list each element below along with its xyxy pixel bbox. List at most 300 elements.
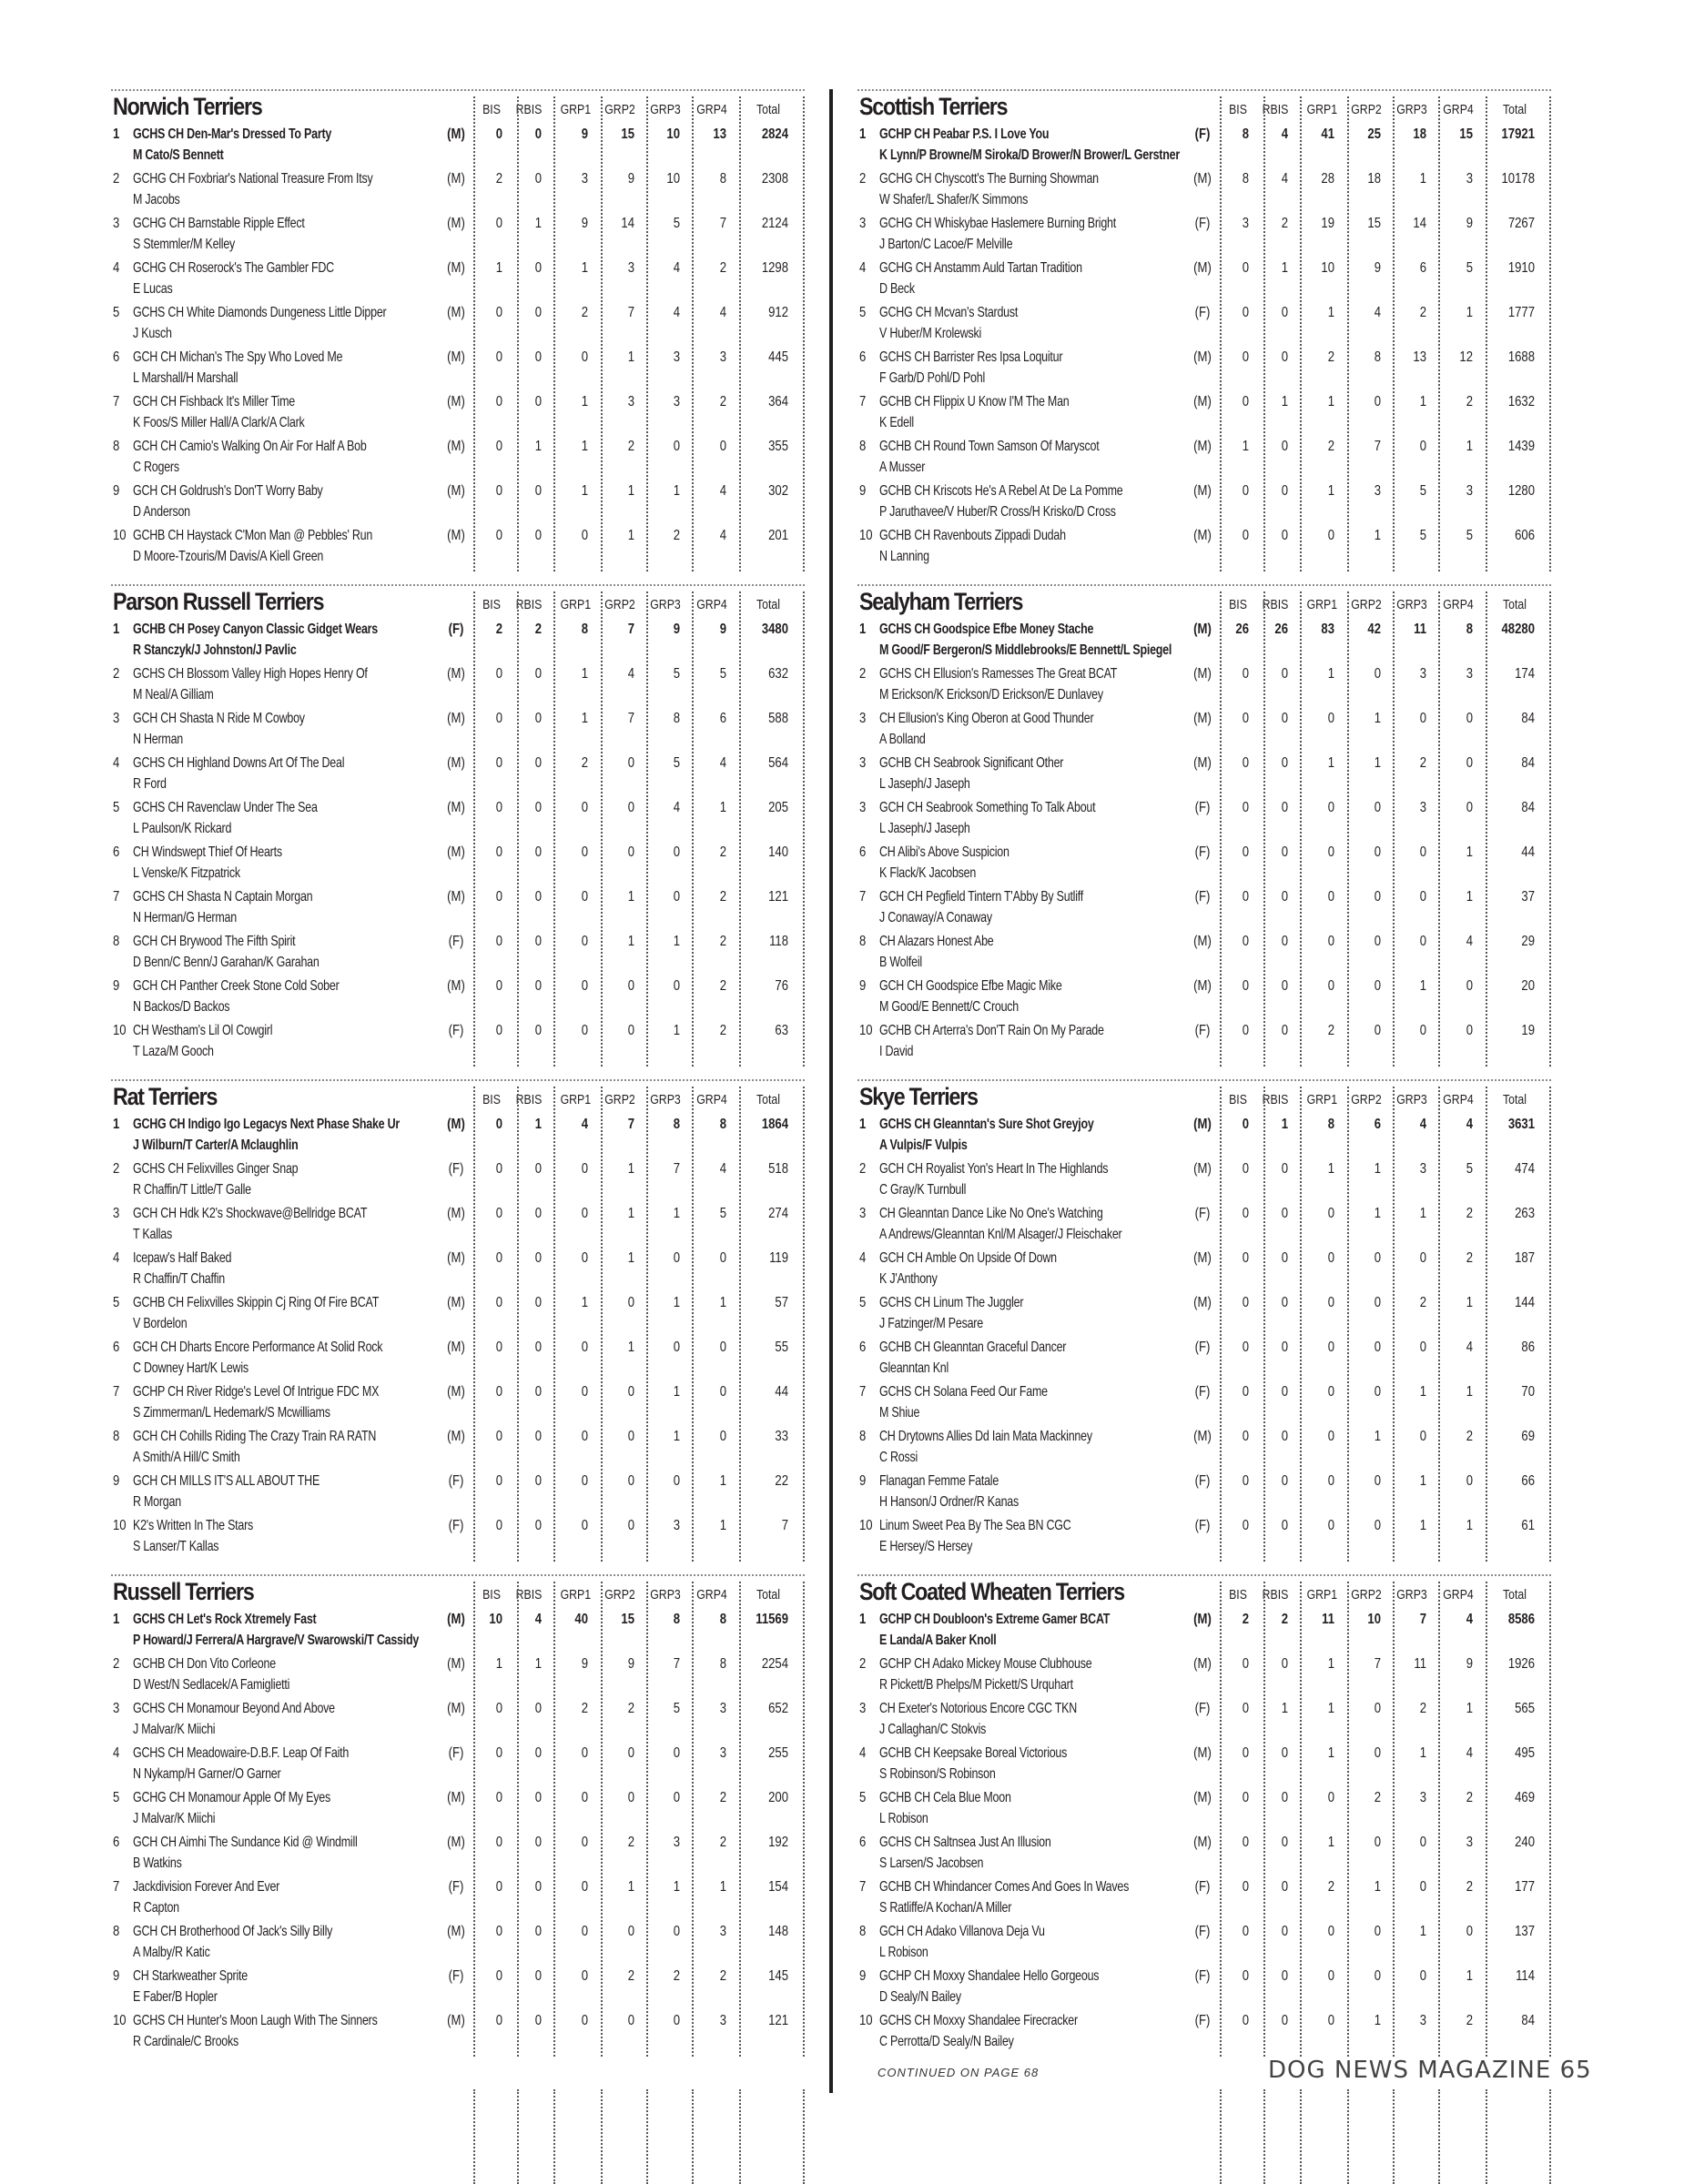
grp2-value: 0: [627, 2013, 634, 2028]
grp1-value: 1: [581, 483, 588, 499]
grp3-value: 0: [673, 978, 680, 994]
total-value: 20: [1521, 978, 1535, 994]
owner-names: L Jaseph/J Jaseph: [879, 776, 970, 792]
grp3-value: 2: [1419, 1295, 1426, 1310]
rbis-value: 0: [534, 2013, 542, 2028]
grp1-value: 9: [581, 126, 588, 142]
rbis-value: 0: [1281, 1295, 1288, 1310]
bis-value: 0: [495, 1295, 502, 1310]
header-total: Total: [756, 102, 780, 117]
rank: 9: [113, 483, 120, 499]
rbis-value: 0: [1281, 1835, 1288, 1850]
rank: 8: [859, 439, 867, 454]
grp1-value: 1: [1327, 1835, 1334, 1850]
dog-name: CH Alazars Honest Abe: [879, 934, 994, 949]
dog-name: GCHP CH Doubloon's Extreme Gamer BCAT: [879, 1612, 1111, 1627]
grp4-value: 3: [1466, 1835, 1473, 1850]
rbis-value: 0: [534, 844, 542, 860]
header-grp3: GRP3: [650, 102, 681, 117]
sex: (M): [447, 216, 465, 231]
header-rbis: RBIS: [1262, 1092, 1289, 1107]
breed-section: [857, 1574, 1551, 2055]
dog-name: GCH CH Camio's Walking On Air For Half A Bob: [133, 439, 367, 454]
grp1-value: 9: [581, 216, 588, 231]
bis-value: 0: [1242, 349, 1249, 365]
grp2-value: 7: [627, 711, 634, 726]
dog-name: GCH CH Dharts Encore Performance At Solid Rock: [133, 1340, 383, 1355]
grp3-value: 0: [1419, 711, 1426, 726]
total-value: 69: [1521, 1429, 1535, 1444]
owner-names: J Malvar/K Miichi: [133, 1722, 216, 1737]
grp1-value: 0: [581, 1745, 588, 1761]
bis-value: 0: [1242, 528, 1249, 543]
grp1-value: 8: [1327, 1117, 1334, 1132]
rank: 8: [859, 934, 867, 949]
grp3-value: 2: [1419, 755, 1426, 771]
dog-name: CH Windswept Thief Of Hearts: [133, 844, 282, 860]
grp4-value: 2: [1466, 1429, 1473, 1444]
header-grp3: GRP3: [1396, 102, 1427, 117]
sex: (M): [1193, 1117, 1212, 1132]
rbis-value: 0: [1281, 1429, 1288, 1444]
bis-value: 0: [495, 934, 502, 949]
ranking-row: [111, 347, 805, 391]
rbis-value: 0: [534, 1701, 542, 1716]
grp4-value: 5: [1466, 1161, 1473, 1177]
dog-name: GCHB CH Flippix U Know I'M The Man: [879, 394, 1070, 410]
bis-value: 0: [495, 1429, 502, 1444]
grp4-value: 1: [1466, 1384, 1473, 1400]
rank: 7: [859, 889, 867, 905]
total-value: 86: [1521, 1340, 1535, 1355]
total-value: 114: [1516, 1968, 1535, 1984]
rank: 7: [859, 394, 867, 410]
ranking-row: [857, 753, 1551, 797]
grp2-value: 0: [627, 1023, 634, 1038]
grp3-value: 8: [673, 1612, 680, 1627]
owner-names: N Herman/G Herman: [133, 910, 237, 925]
ranking-row: [857, 931, 1551, 976]
grp2-value: 0: [627, 844, 634, 860]
sex: (F): [1194, 1701, 1211, 1716]
ranking-row: [857, 1698, 1551, 1743]
bis-value: 2: [495, 622, 502, 637]
grp3-value: 5: [673, 216, 680, 231]
grp4-value: 1: [1466, 844, 1473, 860]
bis-value: 0: [1242, 1968, 1249, 1984]
grp4-value: 2: [719, 1968, 726, 1984]
dog-name: GCHB CH Cela Blue Moon: [879, 1790, 1011, 1805]
header-grp4: GRP4: [696, 1092, 727, 1107]
header-grp4: GRP4: [696, 597, 727, 612]
total-value: 37: [1521, 889, 1535, 905]
rank: 3: [113, 1206, 120, 1221]
grp4-value: 2: [1466, 2013, 1473, 2028]
dog-name: GCHB CH Ravenbouts Zippadi Dudah: [879, 528, 1066, 543]
rbis-value: 0: [534, 800, 542, 815]
rank: 9: [859, 1968, 867, 1984]
bis-value: 0: [495, 305, 502, 320]
grp3-value: 1: [673, 483, 680, 499]
grp1-value: 0: [581, 1340, 588, 1355]
ranking-row: [111, 391, 805, 436]
grp3-value: 0: [1419, 1250, 1426, 1266]
rbis-value: 2: [534, 622, 542, 637]
ranking-row: [857, 708, 1551, 753]
total-value: 263: [1515, 1206, 1535, 1221]
grp3-value: 1: [1419, 1745, 1426, 1761]
breed-section: [111, 1079, 805, 1560]
sex: (M): [447, 171, 465, 187]
grp4-value: 5: [719, 666, 726, 682]
owner-names: L Robison: [879, 1811, 928, 1826]
dog-name: GCHS CH Highland Downs Art Of The Deal: [133, 755, 345, 771]
bis-value: 8: [1242, 126, 1249, 142]
grp4-value: 3: [719, 349, 726, 365]
sex: (M): [447, 978, 465, 994]
owner-names: M Erickson/K Erickson/D Erickson/E Dunlavey: [879, 687, 1103, 703]
rbis-value: 0: [534, 126, 542, 142]
grp2-value: 10: [1367, 1612, 1381, 1627]
bis-value: 0: [495, 1340, 502, 1355]
total-value: 33: [775, 1429, 788, 1444]
header-bis: BIS: [482, 1587, 501, 1603]
grp1-value: 0: [581, 1250, 588, 1266]
grp4-value: 4: [719, 528, 726, 543]
sex: (M): [1193, 1295, 1212, 1310]
header-grp1: GRP1: [1306, 597, 1338, 612]
grp2-value: 4: [1374, 305, 1381, 320]
rank: 3: [859, 711, 867, 726]
sex: (M): [1193, 934, 1212, 949]
grp1-value: 0: [1327, 1518, 1334, 1533]
grp1-value: 2: [1327, 349, 1334, 365]
grp2-value: 0: [1374, 1745, 1381, 1761]
grp4-value: 4: [1466, 1612, 1473, 1627]
owner-names: N Nykamp/H Garner/O Garner: [133, 1766, 281, 1782]
grp3-value: 0: [1419, 1023, 1426, 1038]
background-guide: [1549, 2089, 1551, 2184]
sex: (F): [1194, 216, 1211, 231]
owner-names: J Conaway/A Conaway: [879, 910, 992, 925]
dog-name: GCHG CH Roserock's The Gambler FDC: [133, 260, 334, 276]
rank: 9: [113, 1473, 120, 1489]
owner-names: K Foos/S Miller Hall/A Clark/A Clark: [133, 415, 305, 430]
header-total: Total: [756, 1587, 780, 1603]
grp3-value: 13: [1413, 349, 1426, 365]
sex: (M): [447, 1835, 465, 1850]
owner-names: A Malby/R Katic: [133, 1945, 210, 1960]
grp3-value: 7: [673, 1161, 680, 1177]
rank: 1: [859, 622, 867, 637]
grp2-value: 3: [627, 394, 634, 410]
owner-names: D West/N Sedlacek/A Famiglietti: [133, 1677, 290, 1693]
dog-name: GCHS CH Moxxy Shandalee Firecracker: [879, 2013, 1078, 2028]
rank: 9: [859, 483, 867, 499]
ranking-row: [111, 1114, 805, 1158]
grp2-value: 2: [627, 439, 634, 454]
background-guide: [553, 2089, 555, 2184]
owner-names: J Callaghan/C Stokvis: [879, 1722, 987, 1737]
grp1-value: 0: [1327, 1790, 1334, 1805]
rank: 10: [113, 1023, 127, 1038]
ranking-row: [857, 976, 1551, 1020]
sex: (M): [1193, 1250, 1212, 1266]
grp3-value: 1: [673, 1206, 680, 1221]
sex: (M): [447, 755, 465, 771]
grp3-value: 5: [1419, 483, 1426, 499]
dog-name: GCHS CH Shasta N Captain Morgan: [133, 889, 313, 905]
dog-name: K2's Written In The Stars: [133, 1518, 254, 1533]
grp2-value: 9: [627, 1656, 634, 1672]
rank: 1: [113, 126, 120, 142]
total-value: 565: [1515, 1701, 1535, 1716]
owner-names: S Robinson/S Robinson: [879, 1766, 996, 1782]
total-value: 302: [768, 483, 788, 499]
rbis-value: 0: [534, 666, 542, 682]
grp1-value: 1: [581, 711, 588, 726]
ranking-row: [111, 168, 805, 213]
sex: (F): [448, 1745, 464, 1761]
grp2-value: 1: [627, 1340, 634, 1355]
dog-name: GCH CH Brywood The Fifth Spirit: [133, 934, 296, 949]
dog-name: GCH CH Hdk K2's Shockwave@Bellridge BCAT: [133, 1206, 368, 1221]
header-grp2: GRP2: [1351, 1092, 1382, 1107]
bis-value: 1: [495, 260, 502, 276]
grp1-value: 0: [1327, 1968, 1334, 1984]
total-value: 70: [1521, 1384, 1535, 1400]
grp1-value: 8: [581, 622, 588, 637]
total-value: 2124: [761, 216, 788, 231]
header-grp4: GRP4: [1443, 1587, 1474, 1603]
grp1-value: 2: [581, 755, 588, 771]
bis-value: 2: [1242, 1612, 1249, 1627]
rbis-value: 1: [1281, 1117, 1288, 1132]
total-value: 192: [768, 1835, 788, 1850]
rbis-value: 0: [1281, 349, 1288, 365]
grp3-value: 5: [673, 1701, 680, 1716]
grp3-value: 4: [673, 305, 680, 320]
rbis-value: 1: [1281, 260, 1288, 276]
dog-name: GCHS CH Linum The Juggler: [879, 1295, 1024, 1310]
owner-names: M Good/E Bennett/C Crouch: [879, 999, 1020, 1015]
background-guide: [517, 2089, 519, 2184]
dog-name: GCHS CH Ravenclaw Under The Sea: [133, 800, 318, 815]
dog-name: GCHS CH Blossom Valley High Hopes Henry Of: [133, 666, 368, 682]
dog-name: GCH CH Michan's The Spy Who Loved Me: [133, 349, 343, 365]
owner-names: R Ford: [133, 776, 167, 792]
rank: 1: [859, 1612, 867, 1627]
sex: (M): [447, 1117, 465, 1132]
owner-names: J Malvar/K Miichi: [133, 1811, 216, 1826]
header-grp3: GRP3: [1396, 1092, 1427, 1107]
rbis-value: 0: [1281, 844, 1288, 860]
grp3-value: 1: [673, 1295, 680, 1310]
sex: (F): [1194, 1518, 1211, 1533]
grp3-value: 3: [673, 349, 680, 365]
grp1-value: 2: [1327, 439, 1334, 454]
ranking-row: [111, 1832, 805, 1876]
ranking-row: [111, 797, 805, 842]
grp1-value: 1: [1327, 1656, 1334, 1672]
ranking-row: [111, 213, 805, 258]
total-value: 55: [775, 1340, 788, 1355]
grp4-value: 4: [719, 755, 726, 771]
rank: 10: [859, 1518, 873, 1533]
grp3-value: 5: [673, 666, 680, 682]
column-divider: [829, 89, 833, 2093]
bis-value: 1: [495, 1656, 502, 1672]
dog-name: CH Drytowns Allies Dd Iain Mata Mackinney: [879, 1429, 1092, 1444]
dog-name: GCHG CH Barnstable Ripple Effect: [133, 216, 305, 231]
grp3-value: 1: [673, 1384, 680, 1400]
total-value: 84: [1521, 711, 1535, 726]
bis-value: 0: [1242, 844, 1249, 860]
rank: 3: [113, 1701, 120, 1716]
grp4-value: 5: [1466, 260, 1473, 276]
grp2-value: 1: [627, 1879, 634, 1895]
grp1-value: 2: [581, 305, 588, 320]
grp3-value: 0: [673, 2013, 680, 2028]
grp3-value: 0: [673, 439, 680, 454]
total-value: 652: [768, 1701, 788, 1716]
grp4-value: 8: [1466, 622, 1473, 637]
grp4-value: 3: [719, 2013, 726, 2028]
background-guide: [1300, 2089, 1302, 2184]
bis-value: 0: [1242, 711, 1249, 726]
ranking-row: [857, 258, 1551, 302]
sex: (M): [447, 439, 465, 454]
grp1-value: 0: [581, 1790, 588, 1805]
sex: (M): [447, 1340, 465, 1355]
total-value: 121: [768, 2013, 788, 2028]
rank: 2: [859, 1161, 867, 1177]
rbis-value: 0: [1281, 1206, 1288, 1221]
grp4-value: 2: [719, 934, 726, 949]
total-value: 145: [768, 1968, 788, 1984]
grp1-value: 0: [581, 1879, 588, 1895]
header-rbis: RBIS: [1262, 102, 1289, 117]
dog-name: Jackdivision Forever And Ever: [133, 1879, 280, 1895]
grp3-value: 3: [1419, 666, 1426, 682]
bis-value: 0: [1242, 394, 1249, 410]
grp1-value: 0: [581, 844, 588, 860]
grp3-value: 4: [673, 800, 680, 815]
rank: 6: [859, 1835, 867, 1850]
dog-name: GCHG CH Whiskybae Haslemere Burning Bright: [879, 216, 1116, 231]
grp3-value: 5: [1419, 528, 1426, 543]
rbis-value: 0: [1281, 439, 1288, 454]
rbis-value: 0: [1281, 528, 1288, 543]
grp1-value: 83: [1321, 622, 1334, 637]
grp3-value: 1: [1419, 1473, 1426, 1489]
grp4-value: 4: [719, 483, 726, 499]
ranking-row: [111, 708, 805, 753]
grp4-value: 4: [719, 1161, 726, 1177]
bis-value: 8: [1242, 171, 1249, 187]
grp2-value: 0: [1374, 1518, 1381, 1533]
header-bis: BIS: [1229, 1587, 1247, 1603]
total-value: 518: [768, 1161, 788, 1177]
bis-value: 0: [1242, 305, 1249, 320]
rank: 10: [113, 2013, 127, 2028]
grp2-value: 15: [621, 126, 634, 142]
total-value: 66: [1521, 1473, 1535, 1489]
grp2-value: 1: [627, 1161, 634, 1177]
total-value: 148: [768, 1924, 788, 1939]
total-value: 274: [768, 1206, 788, 1221]
grp4-value: 1: [1466, 1968, 1473, 1984]
rbis-value: 0: [1281, 711, 1288, 726]
rbis-value: 0: [1281, 1518, 1288, 1533]
ranking-row: [857, 480, 1551, 525]
grp4-value: 0: [1466, 711, 1473, 726]
grp4-value: 7: [719, 216, 726, 231]
sex: (M): [447, 1790, 465, 1805]
grp2-value: 0: [1374, 394, 1381, 410]
header-grp1: GRP1: [560, 597, 592, 612]
bis-value: 0: [1242, 1656, 1249, 1672]
rank: 6: [113, 844, 120, 860]
bis-value: 0: [1242, 800, 1249, 815]
grp3-value: 0: [1419, 1340, 1426, 1355]
section-rule: [111, 89, 805, 91]
continued-note: CONTINUED ON PAGE 68: [878, 2066, 1040, 2079]
grp3-value: 2: [673, 1968, 680, 1984]
ranking-row: [111, 931, 805, 976]
owner-names: J Barton/C Lacoe/F Melville: [879, 237, 1013, 252]
grp1-value: 0: [581, 1518, 588, 1533]
grp3-value: 0: [1419, 1835, 1426, 1850]
owner-names: L Jaseph/J Jaseph: [879, 821, 970, 836]
dog-name: GCH CH Fishback It's Miller Time: [133, 394, 295, 410]
grp3-value: 1: [1419, 1924, 1426, 1939]
rank: 3: [859, 800, 867, 815]
ranking-row: [857, 391, 1551, 436]
total-value: 61: [1521, 1518, 1535, 1533]
header-grp4: GRP4: [696, 102, 727, 117]
section-rule: [111, 1574, 805, 1576]
grp4-value: 0: [1466, 1023, 1473, 1038]
grp1-value: 0: [1327, 934, 1334, 949]
total-value: 2824: [761, 126, 788, 142]
rbis-value: 0: [534, 1968, 542, 1984]
grp3-value: 1: [1419, 171, 1426, 187]
rbis-value: 0: [534, 934, 542, 949]
ranking-row: [111, 753, 805, 797]
ranking-row: [857, 2010, 1551, 2055]
rank: 2: [113, 1161, 120, 1177]
total-value: 355: [768, 439, 788, 454]
total-value: 7267: [1507, 216, 1535, 231]
grp2-value: 0: [1374, 1340, 1381, 1355]
header-rbis: RBIS: [1262, 1587, 1289, 1603]
ranking-row: [857, 1203, 1551, 1248]
ranking-row: [857, 1921, 1551, 1966]
rbis-value: 4: [1281, 126, 1288, 142]
dog-name: GCHG CH Monamour Apple Of My Eyes: [133, 1790, 330, 1805]
grp1-value: 0: [581, 1968, 588, 1984]
dog-name: GCHG CH Chyscott's The Burning Showman: [879, 171, 1099, 187]
owner-names: B Watkins: [133, 1855, 182, 1871]
rank: 4: [113, 260, 120, 276]
dog-name: GCH CH Royalist Yon's Heart In The Highlands: [879, 1161, 1109, 1177]
bis-value: 0: [495, 1835, 502, 1850]
sex: (F): [1194, 1384, 1211, 1400]
bis-value: 0: [1242, 889, 1249, 905]
rbis-value: 0: [534, 394, 542, 410]
grp4-value: 0: [719, 1429, 726, 1444]
